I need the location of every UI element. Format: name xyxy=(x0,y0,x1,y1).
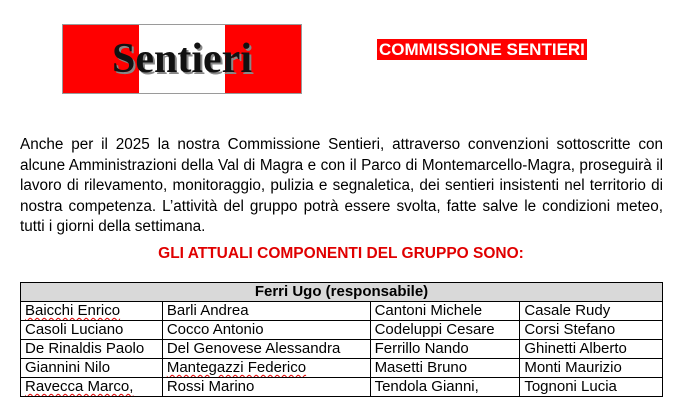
member-cell: Giannini Nilo xyxy=(21,359,163,378)
table-row xyxy=(21,340,663,359)
table-row xyxy=(21,321,663,340)
table-row xyxy=(21,359,663,378)
member-cell: Del Genovese Alessandra xyxy=(162,340,370,359)
member-cell: Ghinetti Alberto xyxy=(520,340,663,359)
member-name: Baicchi Enrico xyxy=(25,302,121,319)
member-cell: Codeluppi Cesare xyxy=(370,321,520,340)
member-cell: Casoli Luciano xyxy=(21,321,163,340)
member-cell: Casale Rudy xyxy=(520,302,663,321)
member-cell: Tendola Gianni, xyxy=(370,378,520,397)
table-header-row xyxy=(21,283,663,302)
member-cell xyxy=(21,302,163,321)
member-cell: Rossi Marino xyxy=(162,378,370,397)
member-cell: Corsi Stefano xyxy=(520,321,663,340)
member-cell: Ferrillo Nando xyxy=(370,340,520,359)
page-title: COMMISSIONE SENTIERI xyxy=(379,40,585,59)
member-cell xyxy=(21,378,163,397)
member-name: Mantegazzi Federico xyxy=(166,359,307,376)
member-cell: Monti Maurizio xyxy=(520,359,663,378)
member-cell: De Rinaldis Paolo xyxy=(21,340,163,359)
leader-cell: Ferri Ugo (responsabile) xyxy=(21,283,663,302)
intro-paragraph: Anche per il 2025 la nostra Commissione Sentieri, attraverso convenzioni sottoscritte con alcune Amministrazioni della Val di Magra e con il Parco di Montemarcello-Magra, proseguirà il lavoro di rilevamento, monitoraggio, pulizia e segnaletica, dei sentieri insistenti nel territorio di nostra competenza. L’attività del gruppo potrà essere svolta, fatte salve le condizioni meteo, tutti i giorni della settimana. xyxy=(20,136,663,235)
member-name: Ravecca Marco, xyxy=(25,378,134,395)
member-cell: Tognoni Lucia xyxy=(520,378,663,397)
member-cell: Cantoni Michele xyxy=(370,302,520,321)
logo-text: Sentieri xyxy=(112,36,252,82)
table-row xyxy=(21,378,663,397)
table-row xyxy=(21,302,663,321)
members-table xyxy=(20,282,663,397)
member-cell xyxy=(162,359,370,378)
members-heading: GLI ATTUALI COMPONENTI DEL GRUPPO SONO: xyxy=(158,245,524,262)
member-cell: Barli Andrea xyxy=(162,302,370,321)
sentieri-logo xyxy=(62,24,302,94)
member-cell: Cocco Antonio xyxy=(162,321,370,340)
member-cell: Masetti Bruno xyxy=(370,359,520,378)
